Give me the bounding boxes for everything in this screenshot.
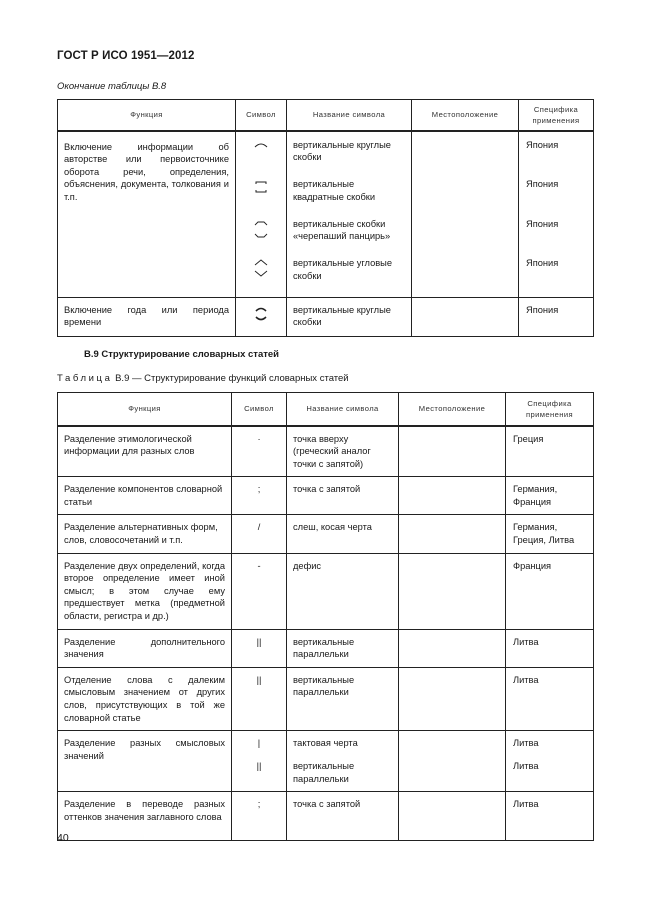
column-header-location: Местоположение: [399, 393, 506, 426]
table-row: [58, 731, 594, 792]
location-cell: [399, 792, 506, 841]
column-header-symbol: Символ: [236, 100, 287, 131]
table-title-prefix: Таблица: [57, 373, 113, 384]
function-cell: Разделение компонентов словарной статьи: [58, 477, 232, 515]
symbol-name-text: тактовая черта: [293, 738, 358, 749]
table-row: [58, 477, 594, 515]
symbol-name-cell: вертикальные параллельки: [287, 629, 399, 667]
location-cell: [399, 515, 506, 553]
specifics-cell: Литва: [506, 629, 594, 667]
location-cell: [399, 426, 506, 477]
table-header-row: [58, 393, 594, 426]
symbol-name-cell: слеш, косая черта: [287, 515, 399, 553]
specifics-text: Япония: [526, 139, 559, 150]
symbol-name-cell: вертикальные круглые скобки: [287, 297, 412, 336]
symbol-name-cell: [287, 731, 399, 792]
specifics-cell: [519, 131, 594, 298]
symbol-cell: -: [232, 553, 287, 629]
symbol-name-text: вертикальные круглые скобки: [293, 139, 391, 163]
column-header-symbol: Символ: [232, 393, 287, 426]
function-cell: Включение года или периода времени: [58, 297, 236, 336]
table-continuation-caption: Окончание таблицы В.8: [57, 81, 167, 92]
column-header-specifics: Специфика применения: [506, 393, 594, 426]
column-header-location: Местоположение: [412, 100, 519, 131]
table-row: [58, 667, 594, 730]
symbol-name-cell: [287, 131, 412, 298]
function-cell: Отделение слова с далеким смысловым значением от других слов, присутствующих в той же словарной статье: [58, 667, 232, 730]
location-cell: [399, 667, 506, 730]
symbol-name-text: вертикальные угловые скобки: [293, 258, 393, 281]
specifics-cell: Япония: [519, 297, 594, 336]
specifics-cell: Франция: [506, 553, 594, 629]
page-number: 40: [57, 832, 69, 844]
location-cell: [399, 629, 506, 667]
location-cell: [399, 731, 506, 792]
function-cell: Разделение дополнительного значения: [58, 629, 232, 667]
specifics-cell: Литва: [506, 792, 594, 841]
specifics-cell: Германия, Греция, Литва: [506, 515, 594, 553]
table-row: [58, 515, 594, 553]
function-cell: Разделение двух определений, когда второе определение имеет иной смысл; в этом случае ему предшествует метка (предметной области, регистра и др.): [58, 553, 232, 629]
symbol-name-text: вертикальные квадратные скобки: [293, 179, 376, 202]
table-row: [58, 297, 594, 336]
tortoise-shell-brackets-icon: [254, 219, 268, 239]
symbol-name-cell: точка вверху (греческий аналог точки с запятой): [287, 426, 399, 477]
table-b9: [57, 392, 594, 841]
symbol-name-text: вертикальные скобки «черепаший панцирь»: [293, 218, 391, 242]
symbol-text: |: [257, 738, 261, 749]
symbol-cell: ;: [232, 792, 287, 841]
table-title: [57, 373, 349, 384]
specifics-text: Литва: [513, 761, 539, 772]
vertical-square-brackets-icon: [254, 179, 268, 195]
location-cell: [399, 477, 506, 515]
table-b8: [57, 99, 594, 337]
symbol-name-cell: точка с запятой: [287, 792, 399, 841]
symbol-name-text: вертикальные параллельки: [293, 761, 355, 784]
column-header-function: Функция: [58, 100, 236, 131]
symbol-cell: ·: [232, 426, 287, 477]
table-row: [58, 629, 594, 667]
table-row: [58, 426, 594, 477]
function-cell: Разделение в переводе разных оттенков значения заглавного слова: [58, 792, 232, 841]
table-row: [58, 131, 594, 298]
symbol-cell: [232, 731, 287, 792]
column-header-symbol-name: Название символа: [287, 393, 399, 426]
symbol-cell: ;: [232, 477, 287, 515]
location-cell: [412, 297, 519, 336]
table-header-row: [58, 100, 594, 131]
column-header-symbol-name: Название символа: [287, 100, 412, 131]
vertical-round-brackets-pair-icon: [254, 305, 268, 323]
symbol-cell: /: [232, 515, 287, 553]
specifics-text: Япония: [526, 218, 559, 229]
table-row: [58, 792, 594, 841]
specifics-cell: Германия, Франция: [506, 477, 594, 515]
column-header-function: Функция: [58, 393, 232, 426]
function-cell: Разделение разных смысловых значений: [58, 731, 232, 792]
function-cell: Включение информации об авторстве или первоисточнике оборота речи, определения, объяснения, документа, толкования и т.п.: [58, 131, 236, 298]
column-header-specifics: Специфика применения: [519, 100, 594, 131]
table-title-text: В.9 — Структурирование функций словарных статей: [115, 373, 349, 384]
table-row: [58, 553, 594, 629]
specifics-text: Литва: [513, 738, 539, 749]
symbol-cell: [236, 297, 287, 336]
symbol-cell: ||: [232, 629, 287, 667]
section-title: В.9 Структурирование словарных статей: [84, 349, 280, 360]
specifics-cell: [506, 731, 594, 792]
location-cell: [399, 553, 506, 629]
symbol-cell: ||: [232, 667, 287, 730]
vertical-angle-brackets-icon: [254, 258, 268, 278]
symbol-name-cell: точка с запятой: [287, 477, 399, 515]
specifics-text: Япония: [526, 258, 559, 268]
location-cell: [412, 131, 519, 298]
symbol-text: ||: [256, 761, 262, 772]
symbol-name-cell: вертикальные параллельки: [287, 667, 399, 730]
specifics-text: Япония: [526, 179, 559, 189]
function-cell: Разделение этимологической информации для разных слов: [58, 426, 232, 477]
function-cell: Разделение альтернативных форм, слов, словосочетаний и т.п.: [58, 515, 232, 553]
specifics-cell: Греция: [506, 426, 594, 477]
vertical-round-brackets-icon: [254, 140, 268, 156]
specifics-cell: Литва: [506, 667, 594, 730]
symbol-name-cell: дефис: [287, 553, 399, 629]
symbol-cell: [236, 131, 287, 298]
document-header: ГОСТ Р ИСО 1951—2012: [57, 50, 195, 62]
